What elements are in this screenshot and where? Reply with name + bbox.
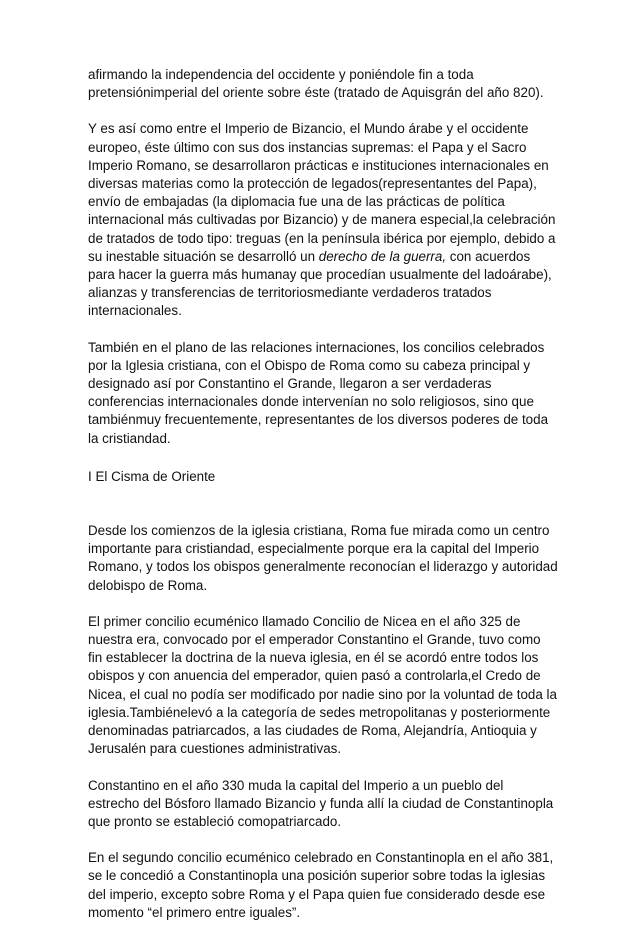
paragraph-text: Desde los comienzos de la iglesia cristiana, Roma fue mirada como un centro importante para cristiandad, especialmente porque era la capital del Imperio Romano, y todos los obispos generalmente reconocían el liderazgo y autoridad delobispo de Roma. [88,523,558,593]
document-page [88,66,558,940]
section-heading [88,468,558,486]
paragraph-text: En el segundo concilio ecuménico celebrado en Constantinopla en el año 381, se le concedió a Constantinopla una posición superior sobre todas la iglesias del imperio, excepto sobre Roma y el Papa quien fue considerado desde ese momento “el primero entre iguales”. [88,850,554,920]
paragraph-constantinople-capital [88,777,558,832]
paragraph-text: Y es así como entre el Imperio de Bizancio, el Mundo árabe y el occidente europeo, éste último con sus dos instancias supremas: el Papa y el Sacro Imperio Romano, se desarrollaron prácticas e instituciones internacionales en diversas materias como la protección de legados(representantes del Papa), envío de embajadas (la diplomacia fue una de las prácticas de política internacional más cultivadas por Bizancio) y de manera especial,la celebración de tratados de todo tipo: treguas (en la península ibérica por ejemplo, debido a su inestable situación se desarrolló un [88,121,556,264]
paragraph-text: con acuerdos para hacer la guerra más humanay que procedían usualmente del ladoárabe), alianzas y transferencias de territoriosmediante verdaderos tratados internacionales. [88,248,552,319]
paragraph-nicea [88,613,558,759]
paragraph-text: También en el plano de las relaciones internaciones, los concilios celebrados por la Iglesia cristiana, con el Obispo de Roma como su cabeza principal y designado así por Constantino el Grande, llegaron a ser verdaderas conferencias internacionales donde intervenían no solo religiosos, sino que tambiénmuy frecuentemente, representantes de los diversos poderes de toda la cristiandad. [88,339,549,446]
paragraph-international-practices [88,120,558,320]
paragraph-second-council [88,849,558,922]
paragraph-text: afirmando la independencia del occidente y poniéndole fin a toda pretensiónimperial del oriente sobre éste (tratado de Aquisgrán del año 820). [88,67,544,101]
paragraph-councils [88,339,558,448]
italic-term: derecho de la guerra, [318,248,447,264]
paragraph-text: Constantino en el año 330 muda la capital del Imperio a un pueblo del estrecho del Bósforo llamado Bizancio y funda allí la ciudad de Constantinopla que pronto se estableció comopatriarcado. [88,777,554,829]
section-heading-text: I El Cisma de Oriente [88,468,216,484]
paragraph-text: El primer concilio ecuménico llamado Concilio de Nicea en el año 325 de nuestra era, convocado por el emperador Constantino el Grande, tuvo como fin establecer la doctrina de la nueva iglesia, en él se acordó entre todos los obispos y con anuencia del emperador, quien pasó a controlarla,el Credo de Nicea, el cual no podía ser modificado por nadie sino por la voluntad de toda la iglesia.Tambiénelevó a la categoría de sedes metropolitanas y posteriormente denominadas patriarcados, a las ciudades de Roma, Alejandría, Antioquia y Jerusalén para cuestiones administrativas. [88,613,557,757]
paragraph-independence [88,66,558,102]
paragraph-rome-center [88,522,558,595]
